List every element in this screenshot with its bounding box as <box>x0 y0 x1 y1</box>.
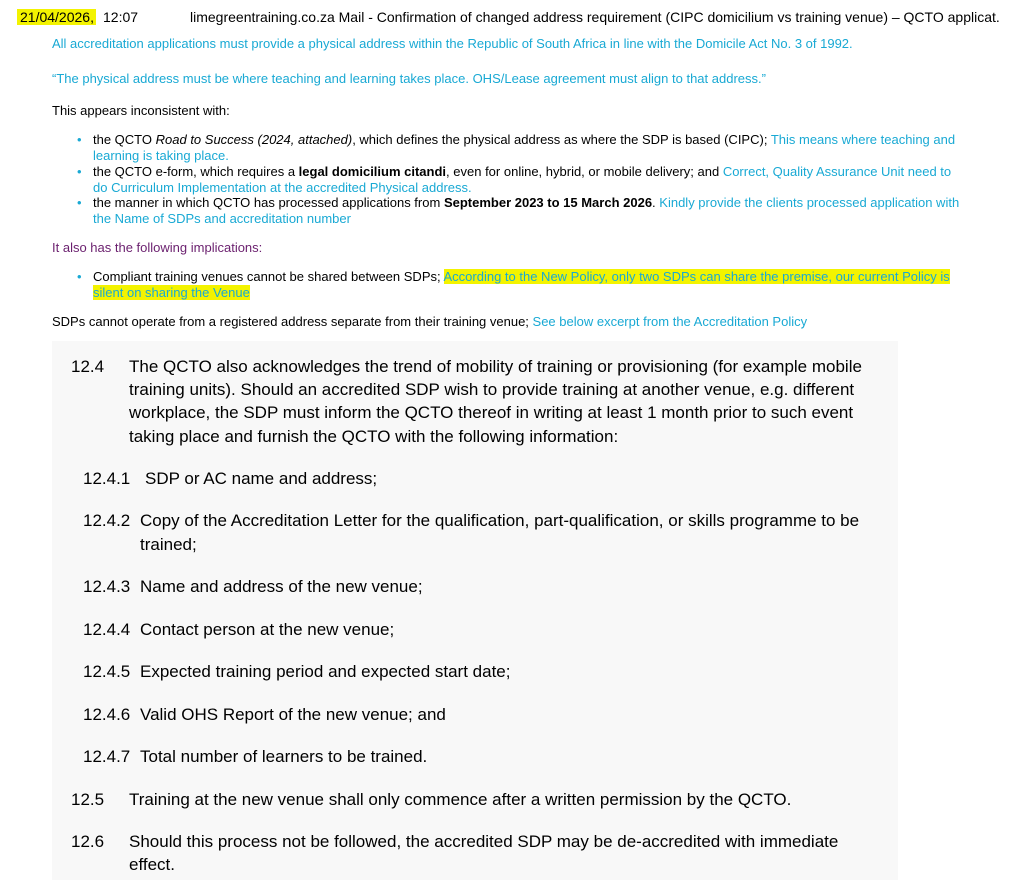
item-number: 12.4.4 <box>83 620 131 639</box>
item-text: Copy of the Accreditation Letter for the qualification, part-qualification, or skills programme to be <box>140 511 860 530</box>
item-number: 12.4.2 <box>83 511 131 530</box>
intro-line-2: “The physical address must be where teaching and learning takes place. OHS/Lease agreement must align to that address.” <box>52 71 766 86</box>
policy-excerpt <box>52 341 898 880</box>
item-number: 12.4.1 <box>83 469 131 488</box>
highlighted-reply-1: According to the New Policy, only two SDPs can share the premise, our current Policy is <box>443 269 950 284</box>
bullet-2-text-c: , even for online, hybrid, or mobile delivery; and <box>446 164 723 179</box>
header-date: 21/04/2026, <box>17 9 96 25</box>
item-text: Contact person at the new venue; <box>140 620 395 639</box>
header-title: limegreentraining.co.za Mail - Confirmation of changed address requirement (CIPC domicilium vs training venue) – QCTO applicat. <box>190 9 1000 25</box>
item-number: 12.4.5 <box>83 662 131 681</box>
sdps-line <box>52 314 807 330</box>
section-12-5-text: Training at the new venue shall only commence after a written permission by the QCTO. <box>129 790 792 809</box>
section-12-5-number: 12.5 <box>71 790 105 809</box>
bullet-2-text-a: the QCTO e-form, which requires a <box>93 164 299 179</box>
section-12-6-line-2: effect. <box>129 855 175 874</box>
item-number: 12.4.3 <box>83 577 131 596</box>
bullet-2-reply-1: Correct, Quality Assurance Unit need to <box>722 164 952 179</box>
sdps-line-text: SDPs cannot operate from a registered address separate from their training venue; <box>52 314 533 329</box>
bullet-3-bold: September 2023 to 15 March 2026 <box>443 195 653 210</box>
item-number: 12.4.6 <box>83 705 131 724</box>
bullet-1-reply-2: learning is taking place. <box>93 148 229 163</box>
bullet-dot: • <box>77 132 82 147</box>
header-time: 12:07 <box>103 9 139 25</box>
section-12-4-line-3: workplace, the SDP must inform the QCTO thereof in writing at least 1 month prior to such event <box>129 403 854 422</box>
section-12-6-number: 12.6 <box>71 832 105 851</box>
bullet-dot: • <box>77 195 82 210</box>
sdps-reply: See below excerpt from the Accreditation Policy <box>532 314 808 329</box>
bullet-1-text-a: the QCTO <box>93 132 156 147</box>
item-text: Valid OHS Report of the new venue; and <box>140 705 446 724</box>
section-12-6-line-1: Should this process not be followed, the accredited SDP may be de-accredited with immediate <box>129 832 839 851</box>
item-text: Name and address of the new venue; <box>140 577 423 596</box>
implications-heading: It also has the following implications: <box>52 240 263 255</box>
section-12-4-number: 12.4 <box>71 357 105 376</box>
print-header <box>0 9 1014 27</box>
section-12-4-line-1: The QCTO also acknowledges the trend of mobility of training or provisioning (for example mobile <box>129 357 862 376</box>
bullet-item-3 <box>93 195 1003 227</box>
item-text: Expected training period and expected start date; <box>140 662 511 681</box>
intro-line-1: All accreditation applications must provide a physical address within the Republic of South Africa in line with the Domicile Act No. 3 of 1992. <box>52 36 853 51</box>
item-number: 12.4.7 <box>83 747 131 766</box>
bullet-3-reply-2: the Name of SDPs and accreditation number <box>93 211 351 226</box>
item-text: Total number of learners to be trained. <box>140 747 428 766</box>
bullet-1-text-c: , which defines the physical address as where the SDP is based (CIPC); <box>352 132 771 147</box>
implications-bullet-text: Compliant training venues cannot be shared between SDPs; <box>93 269 444 284</box>
inconsistent-label: This appears inconsistent with: <box>52 103 230 118</box>
section-12-4-line-4: taking place and furnish the QCTO with the following information: <box>129 427 619 446</box>
bullet-1-reply-1: This means where teaching and <box>770 132 956 147</box>
item-text: SDP or AC name and address; <box>145 469 378 488</box>
bullet-1-italic: Road to Success (2024, attached) <box>155 132 353 147</box>
section-12-4-line-2: training units). Should an accredited SDP wish to provide training at another venue, e.g. different <box>129 380 855 399</box>
highlighted-reply-2: silent on sharing the Venue <box>93 285 250 300</box>
bullet-item-1 <box>93 132 1003 164</box>
bullet-dot: • <box>77 269 82 284</box>
bullet-3-reply-1: Kindly provide the clients processed application with <box>659 195 960 210</box>
bullet-2-bold: legal domicilium citandi <box>298 164 447 179</box>
bullet-item-2 <box>93 164 1003 196</box>
bullet-dot: • <box>77 164 82 179</box>
bullet-2-reply-2: do Curriculum Implementation at the accredited Physical address. <box>93 180 472 195</box>
item-text-continued: trained; <box>140 535 197 554</box>
bullet-3-text-a: the manner in which QCTO has processed applications from <box>93 195 444 210</box>
bullet-3-text-c: . <box>652 195 660 210</box>
implications-bullet <box>93 269 1003 301</box>
